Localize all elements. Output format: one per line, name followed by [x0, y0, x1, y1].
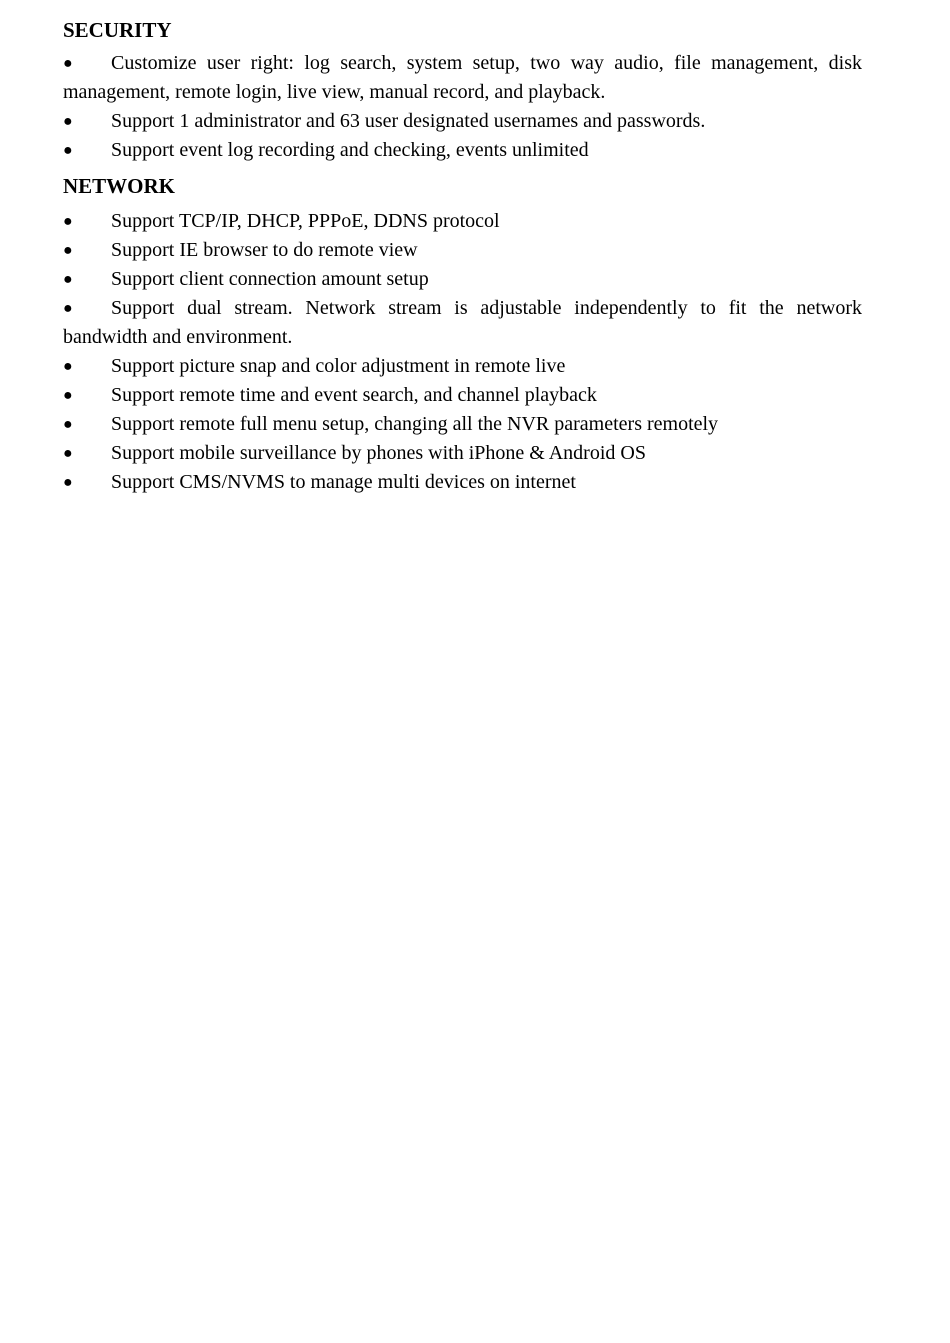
bullet-icon: ● [63, 474, 73, 491]
list-item [63, 207, 862, 236]
list-item-text: Support CMS/NVMS to manage multi devices on internet [111, 471, 576, 493]
security-list [63, 49, 862, 165]
list-item-text: Support event log recording and checking, events unlimited [111, 139, 589, 161]
bullet-icon: ● [63, 358, 73, 375]
list-item [63, 107, 862, 136]
bullet-icon: ● [63, 142, 73, 159]
list-item-text: Support TCP/IP, DHCP, PPPoE, DDNS protocol [111, 210, 500, 232]
list-item-text: Support client connection amount setup [111, 268, 429, 290]
bullet-icon: ● [63, 213, 73, 230]
bullet-icon: ● [63, 55, 73, 72]
list-item [63, 410, 862, 439]
list-item-text: Customize user right: log search, system setup, two way audio, file management, disk management, remote login, live view, manual record, and playback. [63, 52, 862, 103]
list-item [63, 136, 862, 165]
list-item-text: Support IE browser to do remote view [111, 239, 418, 261]
bullet-icon: ● [63, 387, 73, 404]
bullet-icon: ● [63, 416, 73, 433]
list-item [63, 294, 862, 352]
section-heading-security: SECURITY [63, 18, 172, 42]
bullet-icon: ● [63, 445, 73, 462]
list-item [63, 439, 862, 468]
list-item [63, 352, 862, 381]
list-item [63, 468, 862, 497]
list-item [63, 381, 862, 410]
bullet-icon: ● [63, 113, 73, 130]
network-list [63, 207, 862, 497]
list-item-text: Support 1 administrator and 63 user designated usernames and passwords. [111, 110, 706, 132]
list-item-text: Support picture snap and color adjustment in remote live [111, 355, 566, 377]
section-heading-network: NETWORK [63, 174, 176, 198]
document-page [63, 15, 862, 497]
bullet-icon: ● [63, 271, 73, 288]
list-item [63, 265, 862, 294]
bullet-icon: ● [63, 300, 73, 317]
list-item [63, 49, 862, 107]
list-item [63, 236, 862, 265]
list-item-text: Support dual stream. Network stream is adjustable independently to fit the network bandwidth and environment. [63, 297, 862, 348]
list-item-text: Support remote time and event search, and channel playback [111, 384, 597, 406]
list-item-text: Support mobile surveillance by phones with iPhone & Android OS [111, 442, 646, 464]
list-item-text: Support remote full menu setup, changing all the NVR parameters remotely [111, 413, 719, 435]
bullet-icon: ● [63, 242, 73, 259]
